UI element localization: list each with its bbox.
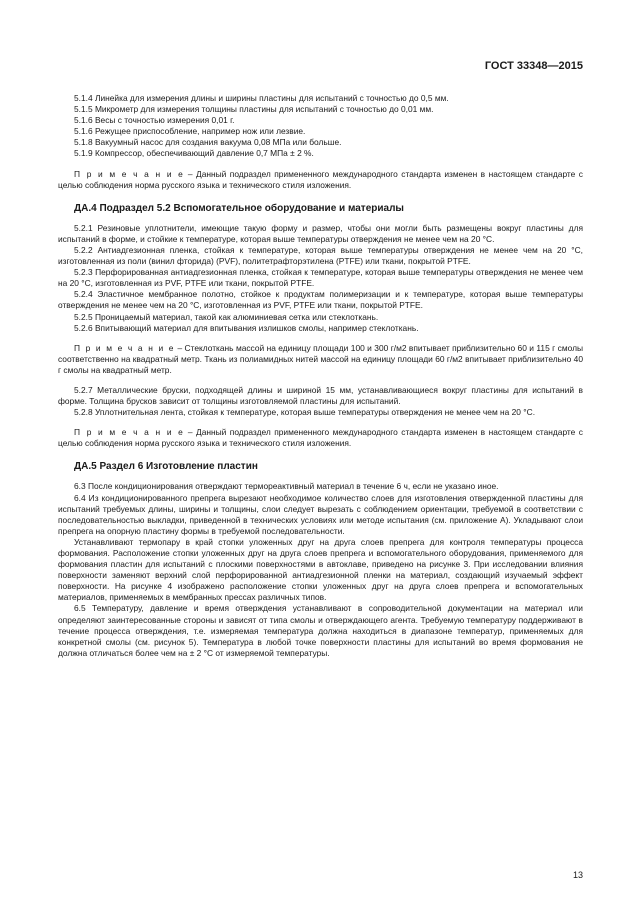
page-number: 13 [572, 870, 583, 880]
note-1 [58, 169, 583, 191]
item-5-1-8: 5.1.8 Вакуумный насос для создания вакуума 0,08 МПа или больше. [74, 137, 342, 148]
para-5-2-3: 5.2.3 Перфорированная антиадгезионная пленка, стойкая к температуре, которая выше температуры отверждения не менее чем на 20 °С, изготовленная из PVF, PTFE или ткани, покрытой PTFE. [58, 267, 583, 289]
document-id-header: ГОСТ 33348—2015 [484, 60, 583, 72]
para-6-4: 6.4 Из кондиционированного препрега вырезают необходимое количество слоев для изготовления отвержденной пластины для испытаний требуемых длины, ширины и толщины, слои следует вырезать с соблюдением ориентации, требуемой в соответствии с последовательностью выкладки, приведенной в технических условиях или методе испытания (см. приложение А). Укладывают слои препрега на опорную пластину формы в требуемой последовательности. [58, 492, 583, 536]
note-1-label: П р и м е ч а н и е [74, 168, 185, 179]
note-glass-fabric-label: П р и м е ч а н и е [74, 342, 176, 353]
item-5-1-5: 5.1.5 Микрометр для измерения толщины пластины для испытаний с точностью до 0,01 мм. [74, 104, 434, 115]
item-5-1-6-cutter: 5.1.6 Режущее приспособление, например нож или лезвие. [74, 126, 306, 137]
section-da4-title: ДА.4 Подраздел 5.2 Вспомогательное оборудование и материалы [74, 202, 404, 214]
item-5-1-6-scales: 5.1.6 Весы с точностью измерения 0,01 г. [74, 115, 235, 126]
note-2 [58, 427, 583, 449]
para-5-2-8: 5.2.8 Уплотнительная лента, стойкая к температуре, которая выше температуры отверждения не менее чем на 20 °С. [74, 407, 536, 418]
note-2-label: П р и м е ч а н и е [74, 427, 185, 438]
note-glass-fabric-text: – Стеклоткань массой на единицу площади 100 и 300 г/м2 впитывает приблизительно 60 и 115 г смолы соответственно на квадратный метр. Ткань из полиамидных нитей массой на единицу площади 60 г/м2 впитывает приблизительно 40 г смолы на квадратный метр. [58, 342, 583, 375]
note-2-text: – Данный подраздел примененного международного стандарта изменен в настоящем стандарте с целью соблюдения норма русского языка и технического стиля изложения. [58, 427, 583, 449]
para-5-2-4: 5.2.4 Эластичное мембранное полотно, стойкое к продуктам полимеризации и к температуре, которая выше температуры отверждения не менее чем на 20 °С, изготовленная из PVF, PTFE или ткани, покрытой PTFE. [58, 289, 583, 311]
para-5-2-7: 5.2.7 Металлические бруски, подходящей длины и шириной 15 мм, устанавливающиеся вокруг пластины для испытаний в форме. Толщина брусков зависит от толщины изготовляемой пластины для испытаний. [58, 384, 583, 407]
note-glass-fabric [58, 343, 583, 376]
para-5-2-2: 5.2.2 Антиадгезионная пленка, стойкая к температуре, которая выше температуры отверждения не менее чем на 20 °С, изготовленная из поли (винил фторида) (PVF), политетрафторэтилена (PTFE) или ткани, покрытой PTFE. [58, 244, 583, 267]
item-5-1-4: 5.1.4 Линейка для измерения длины и ширины пластины для испытаний с точностью до 0,5 мм. [74, 93, 449, 103]
para-5-2-1: 5.2.1 Резиновые уплотнители, имеющие такую форму и размер, чтобы они могли быть размещены вокруг пластины для испытаний в форме, и стойкие к температуре, которая выше температуры отверждения не менее чем на 20 °С. [58, 222, 583, 244]
para-6-3: 6.3 После кондиционирования отверждают термореактивный материал в течение 6 ч, если не указано иное. [74, 481, 499, 492]
para-6-5: 6.5 Температуру, давление и время отверждения устанавливают в сопроводительной документации на материал или определяют заинтересованные стороны и зависят от типа смолы и отверждающего агента. Требуемую температуру поддерживают в течение процесса отверждения, т.е. измеряемая температура должна находиться в диапазоне температур, применяемых для конкретной смолы (см. рисунок 5). Температура в любой точке поверхности пластины для испытаний во время формования не должна отличаться более чем на ± 2 °С от измеряемой температуры. [58, 603, 583, 658]
para-5-2-5: 5.2.5 Проницаемый материал, такой как алюминиевая сетка или стеклоткань. [74, 311, 379, 322]
para-5-2-6: 5.2.6 Впитывающий материал для впитывания излишков смолы, например стеклоткань. [74, 322, 419, 333]
para-thermocouple: Устанавливают термопару в край стопки уложенных друг на друга слоев препрега для контроля температуры процесса формования. Расположение стопки уложенных друг на друга слоев препрега и вспомогательного оборудования, применяемого для формования пластин для испытаний с плоскими поверхностями в автоклаве, приведено на рисунке 3. При исследовании влияния поверхности заменяют верхний слой перфорированной антиадгезионной пленки на материал, создающий изучаемый эффект поверхности. На рисунке 4 изображено расположение стопки уложенных друг на друга слоев препрега и вспомогательных материалов, применяемых в мембранных прессах различных типов. [58, 536, 583, 603]
note-1-text: – Данный подраздел примененного международного стандарта изменен в настоящем стандарте с целью соблюдения норма русского языка и технического стиля изложения. [58, 168, 583, 190]
section-da5-title: ДА.5 Раздел 6 Изготовление пластин [74, 461, 258, 473]
page-content [58, 93, 583, 659]
item-5-1-9: 5.1.9 Компрессор, обеспечивающий давление 0,7 МПа ± 2 %. [74, 148, 314, 159]
